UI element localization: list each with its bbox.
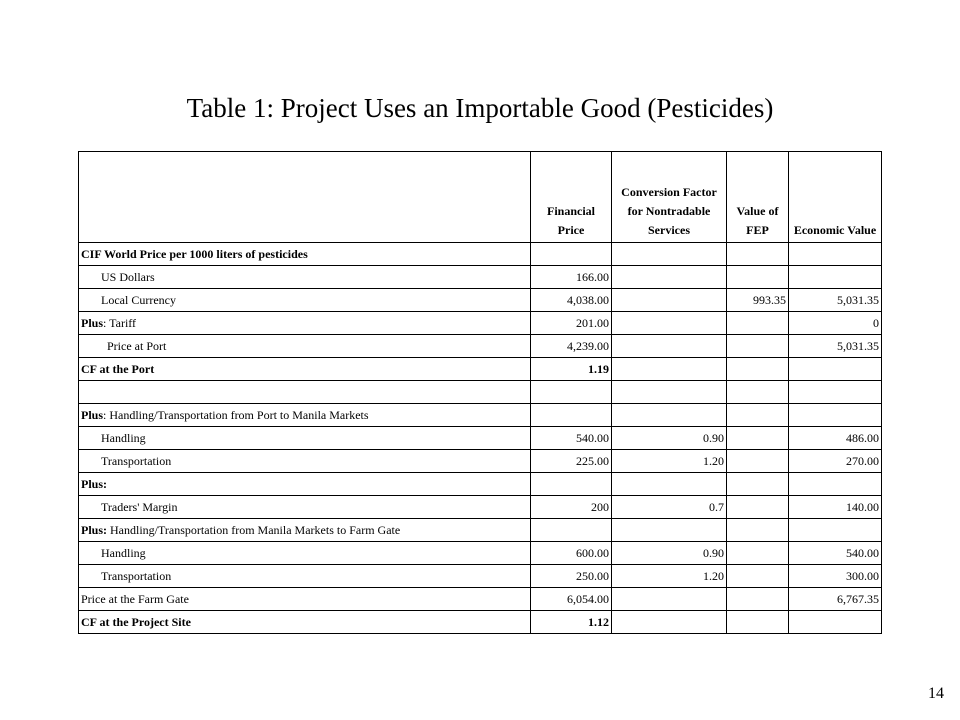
table-row: [79, 611, 882, 634]
header-economic-value: Economic Value: [789, 152, 882, 243]
financial-price-cell: [531, 381, 612, 404]
table-row: [79, 358, 882, 381]
financial-price-cell: 201.00: [531, 312, 612, 335]
economic-value-cell: 5,031.35: [789, 289, 882, 312]
conversion-factor-cell: [612, 266, 727, 289]
economic-value-cell: [789, 243, 882, 266]
row-label: Price at the Farm Gate: [79, 588, 531, 611]
economic-value-cell: [789, 519, 882, 542]
row-label: Plus:: [79, 473, 531, 496]
conversion-factor-cell: [612, 519, 727, 542]
financial-price-cell: 166.00: [531, 266, 612, 289]
row-label: Traders' Margin: [79, 496, 531, 519]
economic-value-cell: 300.00: [789, 565, 882, 588]
fep-cell: [727, 312, 789, 335]
table-row: [79, 312, 882, 335]
table-row: [79, 335, 882, 358]
conversion-factor-cell: [612, 588, 727, 611]
conversion-factor-cell: 1.20: [612, 450, 727, 473]
economic-value-cell: [789, 381, 882, 404]
financial-price-cell: [531, 243, 612, 266]
table-row: [79, 565, 882, 588]
table-row: [79, 450, 882, 473]
financial-price-cell: 600.00: [531, 542, 612, 565]
row-label: Plus: Handling/Transportation from Port to Manila Markets: [79, 404, 531, 427]
financial-price-cell: 540.00: [531, 427, 612, 450]
financial-price-cell: [531, 404, 612, 427]
fep-cell: [727, 473, 789, 496]
economic-value-cell: 486.00: [789, 427, 882, 450]
row-label: Price at Port: [79, 335, 531, 358]
financial-price-cell: 6,054.00: [531, 588, 612, 611]
row-label: Handling: [79, 542, 531, 565]
table-row: [79, 289, 882, 312]
economic-value-cell: 0: [789, 312, 882, 335]
financial-price-cell: 225.00: [531, 450, 612, 473]
table-row: [79, 496, 882, 519]
table-row: [79, 404, 882, 427]
financial-price-cell: 4,038.00: [531, 289, 612, 312]
header-value-fep: Value of FEP: [727, 152, 789, 243]
economic-value-cell: 140.00: [789, 496, 882, 519]
fep-cell: [727, 496, 789, 519]
conversion-factor-cell: 0.90: [612, 427, 727, 450]
table-row: [79, 519, 882, 542]
fep-cell: [727, 519, 789, 542]
conversion-factor-cell: [612, 243, 727, 266]
economic-value-cell: [789, 358, 882, 381]
row-label: Transportation: [79, 450, 531, 473]
fep-cell: [727, 611, 789, 634]
fep-cell: [727, 542, 789, 565]
conversion-factor-cell: 0.90: [612, 542, 727, 565]
fep-cell: [727, 427, 789, 450]
economic-value-cell: 6,767.35: [789, 588, 882, 611]
conversion-factor-cell: [612, 611, 727, 634]
conversion-factor-cell: [612, 312, 727, 335]
row-label: [79, 381, 531, 404]
header-financial-price: Financial Price: [531, 152, 612, 243]
conversion-factor-cell: [612, 381, 727, 404]
row-label: CF at the Port: [79, 358, 531, 381]
table-row: [79, 588, 882, 611]
financial-price-cell: 4,239.00: [531, 335, 612, 358]
conversion-factor-cell: [612, 335, 727, 358]
row-label: US Dollars: [79, 266, 531, 289]
financial-price-cell: 1.19: [531, 358, 612, 381]
row-label: CF at the Project Site: [79, 611, 531, 634]
conversion-factor-cell: 1.20: [612, 565, 727, 588]
row-label: Local Currency: [79, 289, 531, 312]
header-blank: [79, 152, 531, 243]
economic-value-cell: [789, 404, 882, 427]
economic-value-cell: [789, 611, 882, 634]
conversion-factor-cell: [612, 358, 727, 381]
table-row: [79, 266, 882, 289]
financial-price-cell: [531, 473, 612, 496]
fep-cell: [727, 404, 789, 427]
page-title: Table 1: Project Uses an Importable Good (Pesticides): [186, 93, 774, 123]
fep-cell: [727, 358, 789, 381]
page-number: 14: [928, 685, 944, 702]
economic-value-cell: [789, 266, 882, 289]
header-conversion-factor: Conversion Factor for Nontradable Services: [612, 152, 727, 243]
economic-value-cell: 5,031.35: [789, 335, 882, 358]
table-row: [79, 542, 882, 565]
table-row: [79, 473, 882, 496]
conversion-factor-cell: [612, 404, 727, 427]
fep-cell: 993.35: [727, 289, 789, 312]
financial-price-cell: 250.00: [531, 565, 612, 588]
header-row: [79, 152, 882, 243]
row-label: Plus: Tariff: [79, 312, 531, 335]
table-row: [79, 243, 882, 266]
fep-cell: [727, 450, 789, 473]
row-label: Plus: Handling/Transportation from Manila Markets to Farm Gate: [79, 519, 531, 542]
pesticides-table: [78, 151, 882, 634]
conversion-factor-cell: 0.7: [612, 496, 727, 519]
fep-cell: [727, 588, 789, 611]
fep-cell: [727, 266, 789, 289]
financial-price-cell: 200: [531, 496, 612, 519]
financial-price-cell: [531, 519, 612, 542]
fep-cell: [727, 565, 789, 588]
row-label: Transportation: [79, 565, 531, 588]
financial-price-cell: 1.12: [531, 611, 612, 634]
table-row-empty: [79, 381, 882, 404]
economic-value-cell: 270.00: [789, 450, 882, 473]
row-label: CIF World Price per 1000 liters of pesticides: [79, 243, 531, 266]
economic-value-cell: 540.00: [789, 542, 882, 565]
fep-cell: [727, 335, 789, 358]
economic-value-cell: [789, 473, 882, 496]
fep-cell: [727, 243, 789, 266]
conversion-factor-cell: [612, 473, 727, 496]
table-row: [79, 427, 882, 450]
fep-cell: [727, 381, 789, 404]
row-label: Handling: [79, 427, 531, 450]
conversion-factor-cell: [612, 289, 727, 312]
